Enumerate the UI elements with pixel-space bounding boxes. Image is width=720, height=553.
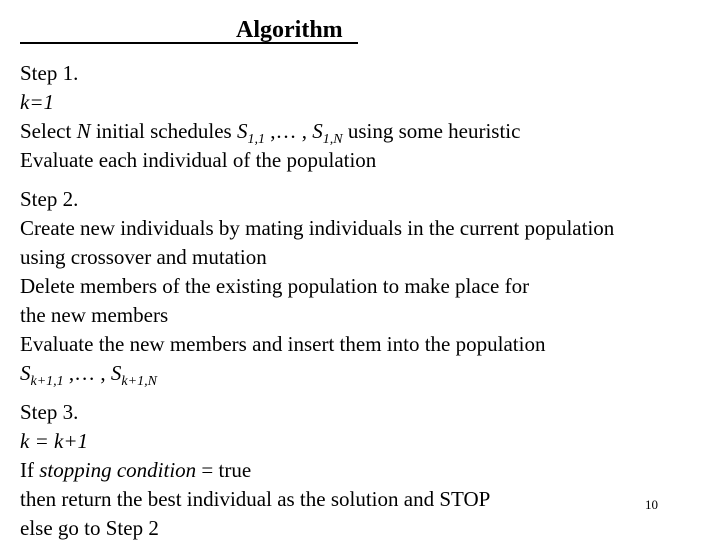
- step-3-heading: Step 3.: [20, 400, 79, 424]
- if-line: If stopping condition = true: [20, 458, 252, 482]
- else-line: else go to Step 2: [20, 516, 159, 540]
- then-line: then return the best individual as the solution and STOP: [20, 487, 491, 511]
- insert-line: Evaluate the new members and insert them into the population: [20, 332, 546, 356]
- crossover-line: using crossover and mutation: [20, 245, 267, 269]
- k-increment: k = k+1: [20, 429, 88, 453]
- algorithm-body: [20, 59, 710, 553]
- step-2-heading: Step 2.: [20, 187, 79, 211]
- step-1: [20, 59, 710, 175]
- step-3: [20, 398, 710, 543]
- step-2: [20, 185, 710, 388]
- population-set-line: $S_{k+1,1}$ ,… , $S_{k+1,N}$: [20, 361, 157, 389]
- select-line: Select N initial schedules $S_{1,1}$ ,… , $S_{1,N}$ using some heuristic: [20, 119, 521, 147]
- delete-line: Delete members of the existing population to make place for: [20, 274, 530, 298]
- page-title: Algorithm: [20, 16, 358, 44]
- create-line: Create new individuals by mating individuals in the current population: [20, 216, 615, 240]
- step-1-heading: Step 1.: [20, 61, 79, 85]
- evaluate-line: Evaluate each individual of the population: [20, 148, 377, 172]
- new-members-line: the new members: [20, 303, 169, 327]
- k-init: k=1: [20, 90, 54, 114]
- page-number: 10: [645, 497, 658, 512]
